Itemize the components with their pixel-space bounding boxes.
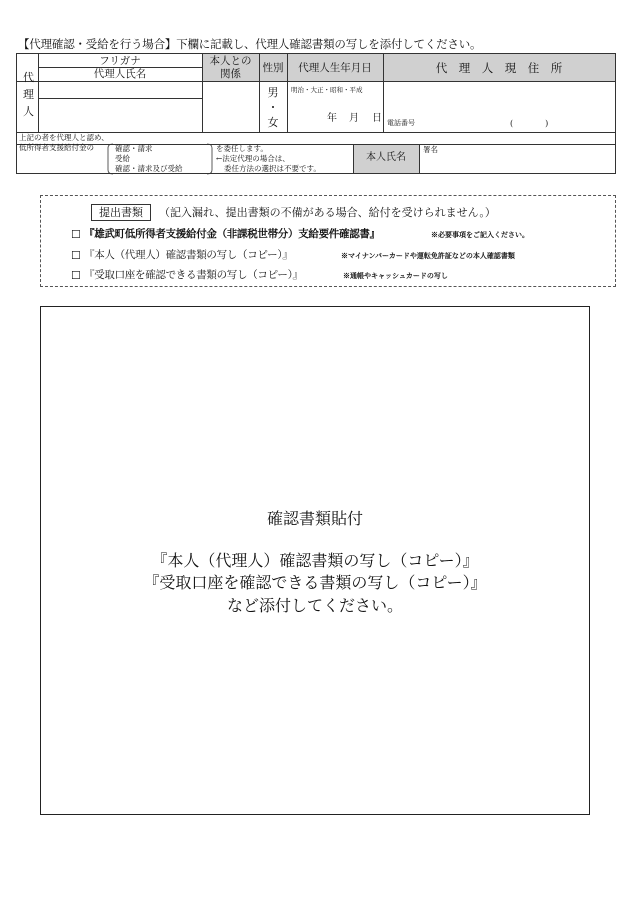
delegation-line-2: 低所得者支援給付金の: [19, 143, 94, 152]
proxy-table: [16, 53, 616, 174]
era-options[interactable]: 明治・大正・昭和・平成: [291, 86, 363, 94]
address-field[interactable]: [385, 84, 613, 114]
delegation-note-2: 委任方法の選択は不要です。: [224, 164, 321, 173]
document-paste-area: [40, 306, 590, 815]
dob-header: 代理人生年月日: [298, 62, 372, 74]
phone-parens[interactable]: ( ): [510, 119, 549, 128]
signature-label: 署名: [423, 145, 438, 154]
checkbox-icon[interactable]: ☐: [71, 269, 81, 282]
address-header: 代 理 人 現 住 所: [435, 61, 563, 75]
doc-item-1: 『雄武町低所得者支援給付金（非課税世帯分）支給要件確認書』: [84, 228, 380, 240]
submission-label: 提出書類: [91, 204, 151, 221]
dob-year-label: 年: [327, 113, 337, 124]
checkbox-icon[interactable]: ☐: [71, 249, 81, 262]
gender-female-option[interactable]: 女: [267, 116, 279, 129]
side-label-1: 代: [23, 71, 34, 84]
dob-day-label: 日: [372, 113, 382, 124]
relation-label-1: 本人との: [209, 55, 252, 67]
relation-label-2: 関係: [220, 68, 241, 80]
doc-item-1-note: ※必要事項をご記入ください。: [431, 230, 529, 239]
doc-item-3: 『受取口座を確認できる書類の写し（コピー）』: [84, 269, 303, 281]
phone-label: 電話番号: [387, 119, 415, 127]
paste-area-line-1: 『本人（代理人）確認書類の写し（コピー）』: [151, 551, 479, 570]
paste-area-line-2: 『受取口座を確認できる書類の写し（コピー）』: [143, 573, 487, 592]
delegation-note-1: ←法定代理の場合は、: [216, 154, 290, 163]
paste-area-title: 確認書類貼付: [266, 509, 363, 528]
delegation-option-both[interactable]: 確認・請求及び受給: [115, 164, 183, 173]
submission-box: [40, 195, 616, 287]
delegation-line-1: 上記の者を代理人と認め、: [19, 133, 109, 142]
furigana-label: フリガナ: [99, 55, 141, 67]
delegation-option-receive[interactable]: 受給: [115, 154, 130, 163]
side-label-2: 理: [23, 88, 34, 101]
doc-item-2-note: ※マイナンバーカードや運転免許証などの本人確認書類: [341, 251, 515, 260]
principal-name-label: 本人氏名: [366, 152, 406, 163]
furigana-field[interactable]: [38, 85, 202, 97]
proxy-name-field[interactable]: [38, 102, 202, 130]
gender-separator: ・: [267, 101, 279, 114]
relation-field[interactable]: [202, 84, 259, 130]
delegation-after: を委任します。: [216, 144, 268, 153]
checkbox-icon[interactable]: ☐: [71, 228, 81, 241]
submission-note: （記入漏れ、提出書類の不備がある場合、給付を受けられません。）: [159, 206, 496, 219]
proxy-name-label: 代理人氏名: [93, 68, 147, 80]
delegation-option-confirm[interactable]: 確認・請求: [115, 144, 153, 153]
gender-header: 性別: [262, 62, 284, 74]
gender-male-option[interactable]: 男: [267, 86, 279, 99]
proxy-section-heading: 【代理確認・受給を行う場合】下欄に記載し、代理人確認書類の写しを添付してください。: [18, 37, 482, 51]
dob-month-label: 月: [349, 113, 359, 124]
doc-item-2: 『本人（代理人）確認書類の写し（コピー）』: [84, 249, 293, 261]
side-label-3: 人: [23, 105, 34, 118]
signature-field[interactable]: [421, 156, 611, 172]
paste-area-line-3: など添付してください。: [226, 596, 403, 615]
doc-item-3-note: ※通帳やキャッシュカードの写し: [343, 271, 448, 280]
